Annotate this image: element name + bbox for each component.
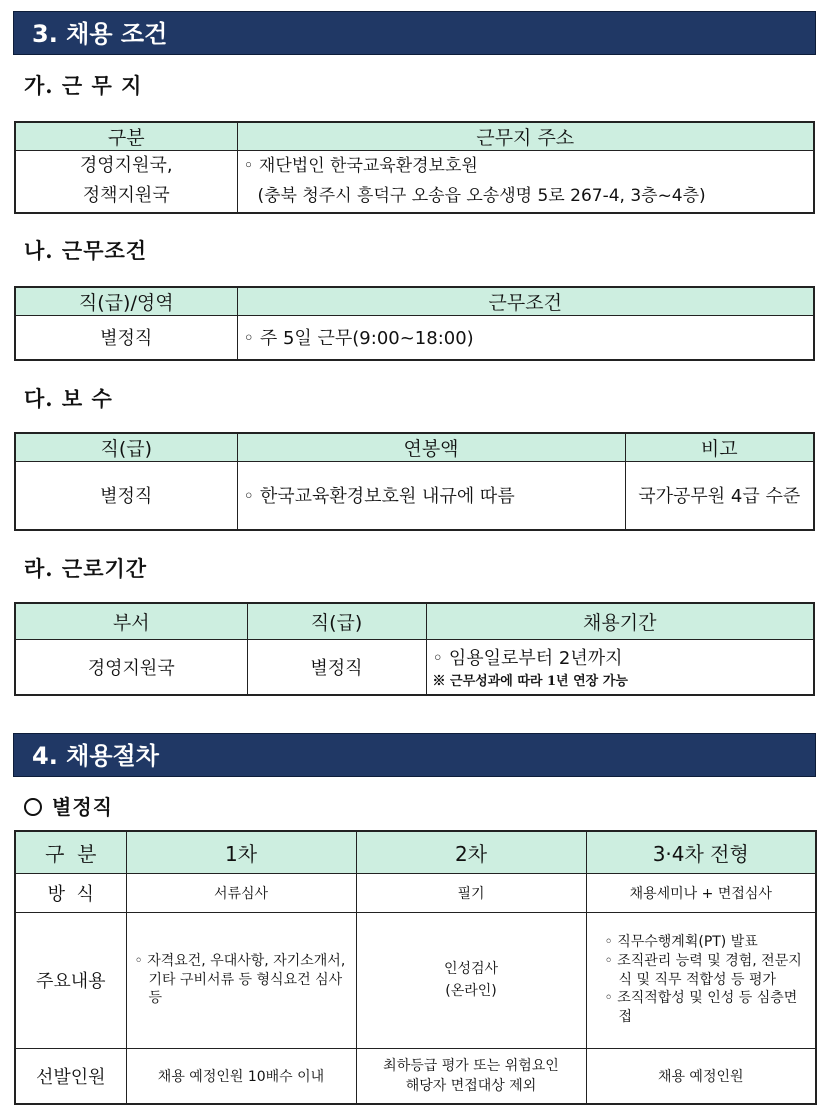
- header-position: 직(급)/영역: [15, 287, 237, 316]
- department-line-2: 정책지원국: [82, 185, 170, 207]
- header-division: 구 분: [15, 831, 126, 873]
- header-stage-2: 2차: [356, 831, 586, 873]
- work-conditions-table: [14, 286, 815, 361]
- subheading-special-position: [24, 791, 113, 820]
- header-address: 근무지 주소: [237, 122, 814, 151]
- method-stage-3-4: 채용세미나 + 면접심사: [586, 873, 816, 912]
- label-method: 방 식: [15, 873, 126, 912]
- address-line-2: (충북 청주시 흥덕구 오송읍 오송생명 5로 267-4, 3층~4층): [257, 186, 706, 207]
- special-position-label: 별정직: [52, 795, 113, 819]
- cell-conditions: ◦ 주 5일 근무(9:00~18:00): [237, 316, 814, 360]
- header-category: 구분: [15, 122, 237, 151]
- cell-period-position: 별정직: [247, 639, 426, 695]
- cell-department: 경영지원국: [15, 639, 247, 695]
- employment-period-text: ◦ 임용일로부터 2년까지: [432, 648, 623, 670]
- section-3-banner: [13, 11, 816, 55]
- work-period-table: [14, 602, 815, 696]
- extension-note: ※ 근무성과에 따라 1년 연장 가능: [432, 674, 628, 690]
- cell-departments: [15, 151, 237, 213]
- cell-annual-salary: ◦ 한국교육환경보호원 내규에 따름: [237, 462, 625, 530]
- header-salary-position: 직(급): [15, 433, 237, 462]
- content-stage-2: [356, 912, 586, 1048]
- header-remarks: 비고: [625, 433, 814, 462]
- content-stage-1-item: ◦ 자격요건, 우대사항, 자기소개서, 기타 구비서류 등 형식요건 심사 등: [134, 952, 346, 1007]
- subheading-work-conditions: 나. 근무조건: [24, 238, 148, 263]
- content-stage-3-4-item-1: ◦ 직무수행계획(PT) 발표: [604, 933, 758, 950]
- selection-stage-2-line-2: 해당자 면접대상 제외: [405, 1077, 537, 1094]
- content-stage-3-4-item-3: ◦ 조직적합성 및 인성 등 심층면접: [604, 990, 798, 1026]
- method-stage-1: 서류심사: [126, 873, 356, 912]
- circle-icon: [24, 798, 42, 816]
- header-department: 부서: [15, 603, 247, 639]
- cell-employment-period: [426, 639, 814, 695]
- content-stage-1: [126, 912, 356, 1048]
- cell-address: [237, 151, 814, 213]
- label-main-content: 주요내용: [15, 912, 126, 1048]
- section-4-title: 4. 채용절차: [32, 742, 159, 770]
- header-employment-period: 채용기간: [426, 603, 814, 639]
- header-period-position: 직(급): [247, 603, 426, 639]
- header-stage-1: 1차: [126, 831, 356, 873]
- selection-stage-1: 채용 예정인원 10배수 이내: [126, 1048, 356, 1104]
- content-stage-3-4-item-2: ◦ 조직관리 능력 및 경험, 전문지식 및 직무 적합성 등 평가: [604, 952, 802, 988]
- selection-stage-2: [356, 1048, 586, 1104]
- section-3-title: 3. 채용 조건: [32, 20, 168, 48]
- subheading-salary: 다. 보 수: [24, 386, 113, 411]
- header-conditions: 근무조건: [237, 287, 814, 316]
- header-stage-3-4: 3·4차 전형: [586, 831, 816, 873]
- salary-table: [14, 432, 815, 531]
- subheading-work-period: 라. 근로기간: [24, 556, 148, 581]
- work-location-table: [14, 121, 815, 214]
- content-stage-2-line-1: 인성검사: [443, 961, 499, 977]
- header-annual-salary: 연봉액: [237, 433, 625, 462]
- cell-position: 별정직: [15, 316, 237, 360]
- department-line-1: 경영지원국,: [79, 155, 173, 177]
- method-stage-2: 필기: [356, 873, 586, 912]
- selection-stage-3-4: 채용 예정인원: [586, 1048, 816, 1104]
- subheading-work-location: 가. 근 무 지: [24, 73, 143, 98]
- section-4-banner: [13, 733, 816, 777]
- recruitment-process-table: [14, 830, 817, 1105]
- address-line-1: ◦ 재단법인 한국교육환경보호원: [243, 156, 478, 177]
- content-stage-3-4: [586, 912, 816, 1048]
- cell-salary-position: 별정직: [15, 462, 237, 530]
- selection-stage-2-line-1: 최하등급 평가 또는 위험요인: [383, 1057, 559, 1074]
- label-selection: 선발인원: [15, 1048, 126, 1104]
- cell-remarks: 국가공무원 4급 수준: [625, 462, 814, 530]
- content-stage-2-line-2: (온라인): [445, 983, 497, 999]
